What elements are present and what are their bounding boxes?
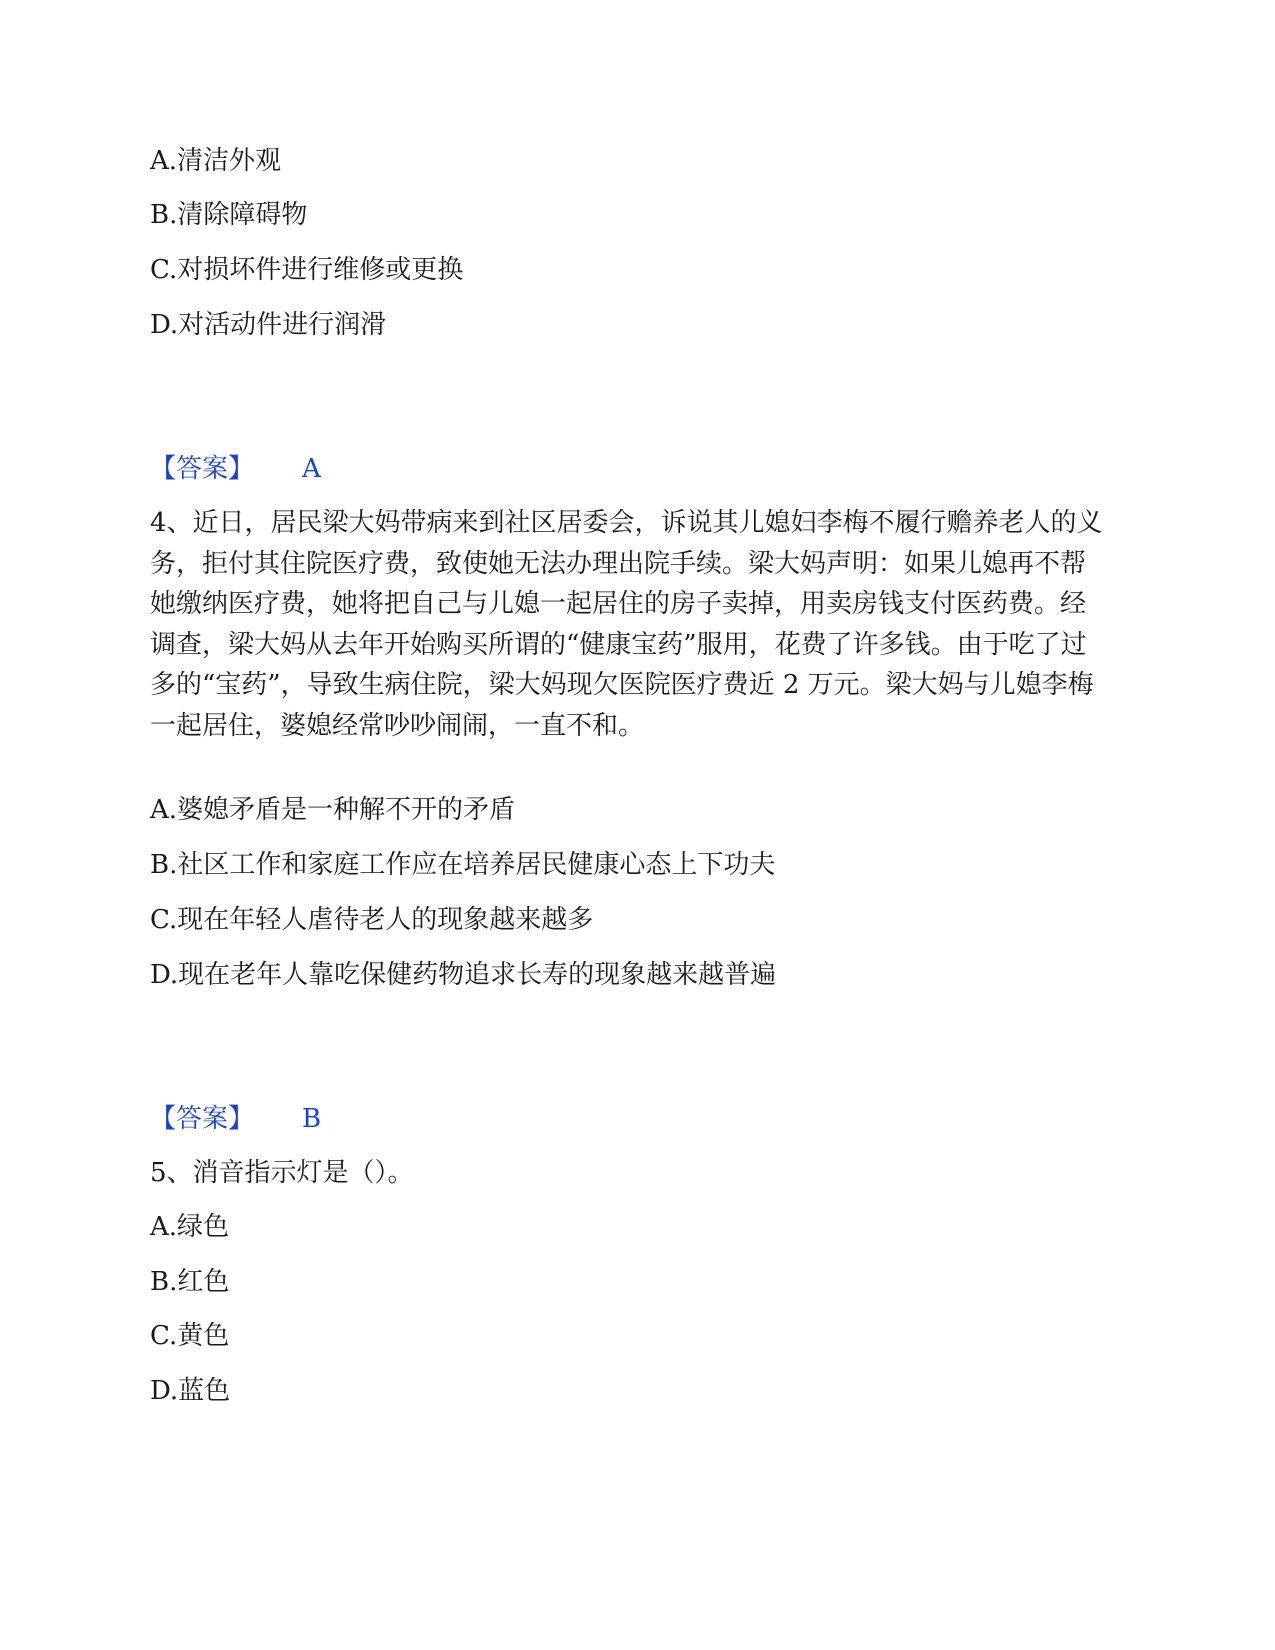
q3-answer-value: A — [302, 454, 321, 484]
q3-answer-label: 【答案】 — [150, 454, 255, 484]
q3-option-c: C.对损坏件进行维修或更换 — [150, 255, 464, 285]
q5-stem: 5、消音指示灯是（）。 — [150, 1158, 414, 1188]
q3-option-b: B.清除障碍物 — [150, 200, 308, 230]
q5-option-c: C.黄色 — [150, 1321, 230, 1351]
q4-stem: 4、近日，居民梁大妈带病来到社区居委会，诉说其儿媳妇李梅不履行赡养老人的义务，拒付其住院医疗费，致使她无法办理出院手续。梁大妈声明：如果儿媳再不帮她缴纳医疗费，她将把自己与儿媳一起居住的房子卖掉，用卖房钱支付医药费。经调查，梁大妈从去年开始购买所谓的“健康宝药”服用，花费了许多钱。由于吃了过多的“宝药”，导致生病住院，梁大妈现欠医院医疗费近 2 万元。梁大妈与儿媳李梅一起居住，婆媳经常吵吵闹闹，一直不和。 — [150, 508, 1103, 741]
q4-option-d: D.现在老年人靠吃保健药物追求长寿的现象越来越普遍 — [150, 960, 777, 990]
q4-option-c: C.现在年轻人虐待老人的现象越来越多 — [150, 905, 594, 935]
q4-answer — [150, 1101, 321, 1137]
q4-option-b: B.社区工作和家庭工作应在培养居民健康心态上下功夫 — [150, 850, 776, 880]
q3-option-a: A.清洁外观 — [150, 146, 282, 176]
q3-answer — [150, 451, 321, 487]
q5-option-a: A.绿色 — [150, 1212, 230, 1242]
q3-option-d: D.对活动件进行润滑 — [150, 310, 387, 340]
q5-option-d: D.蓝色 — [150, 1376, 231, 1406]
q4-option-a: A.婆媳矛盾是一种解不开的矛盾 — [150, 795, 516, 825]
q4-answer-value: B — [302, 1104, 322, 1134]
q4-answer-label: 【答案】 — [150, 1104, 255, 1134]
q5-option-b: B.红色 — [150, 1267, 230, 1297]
